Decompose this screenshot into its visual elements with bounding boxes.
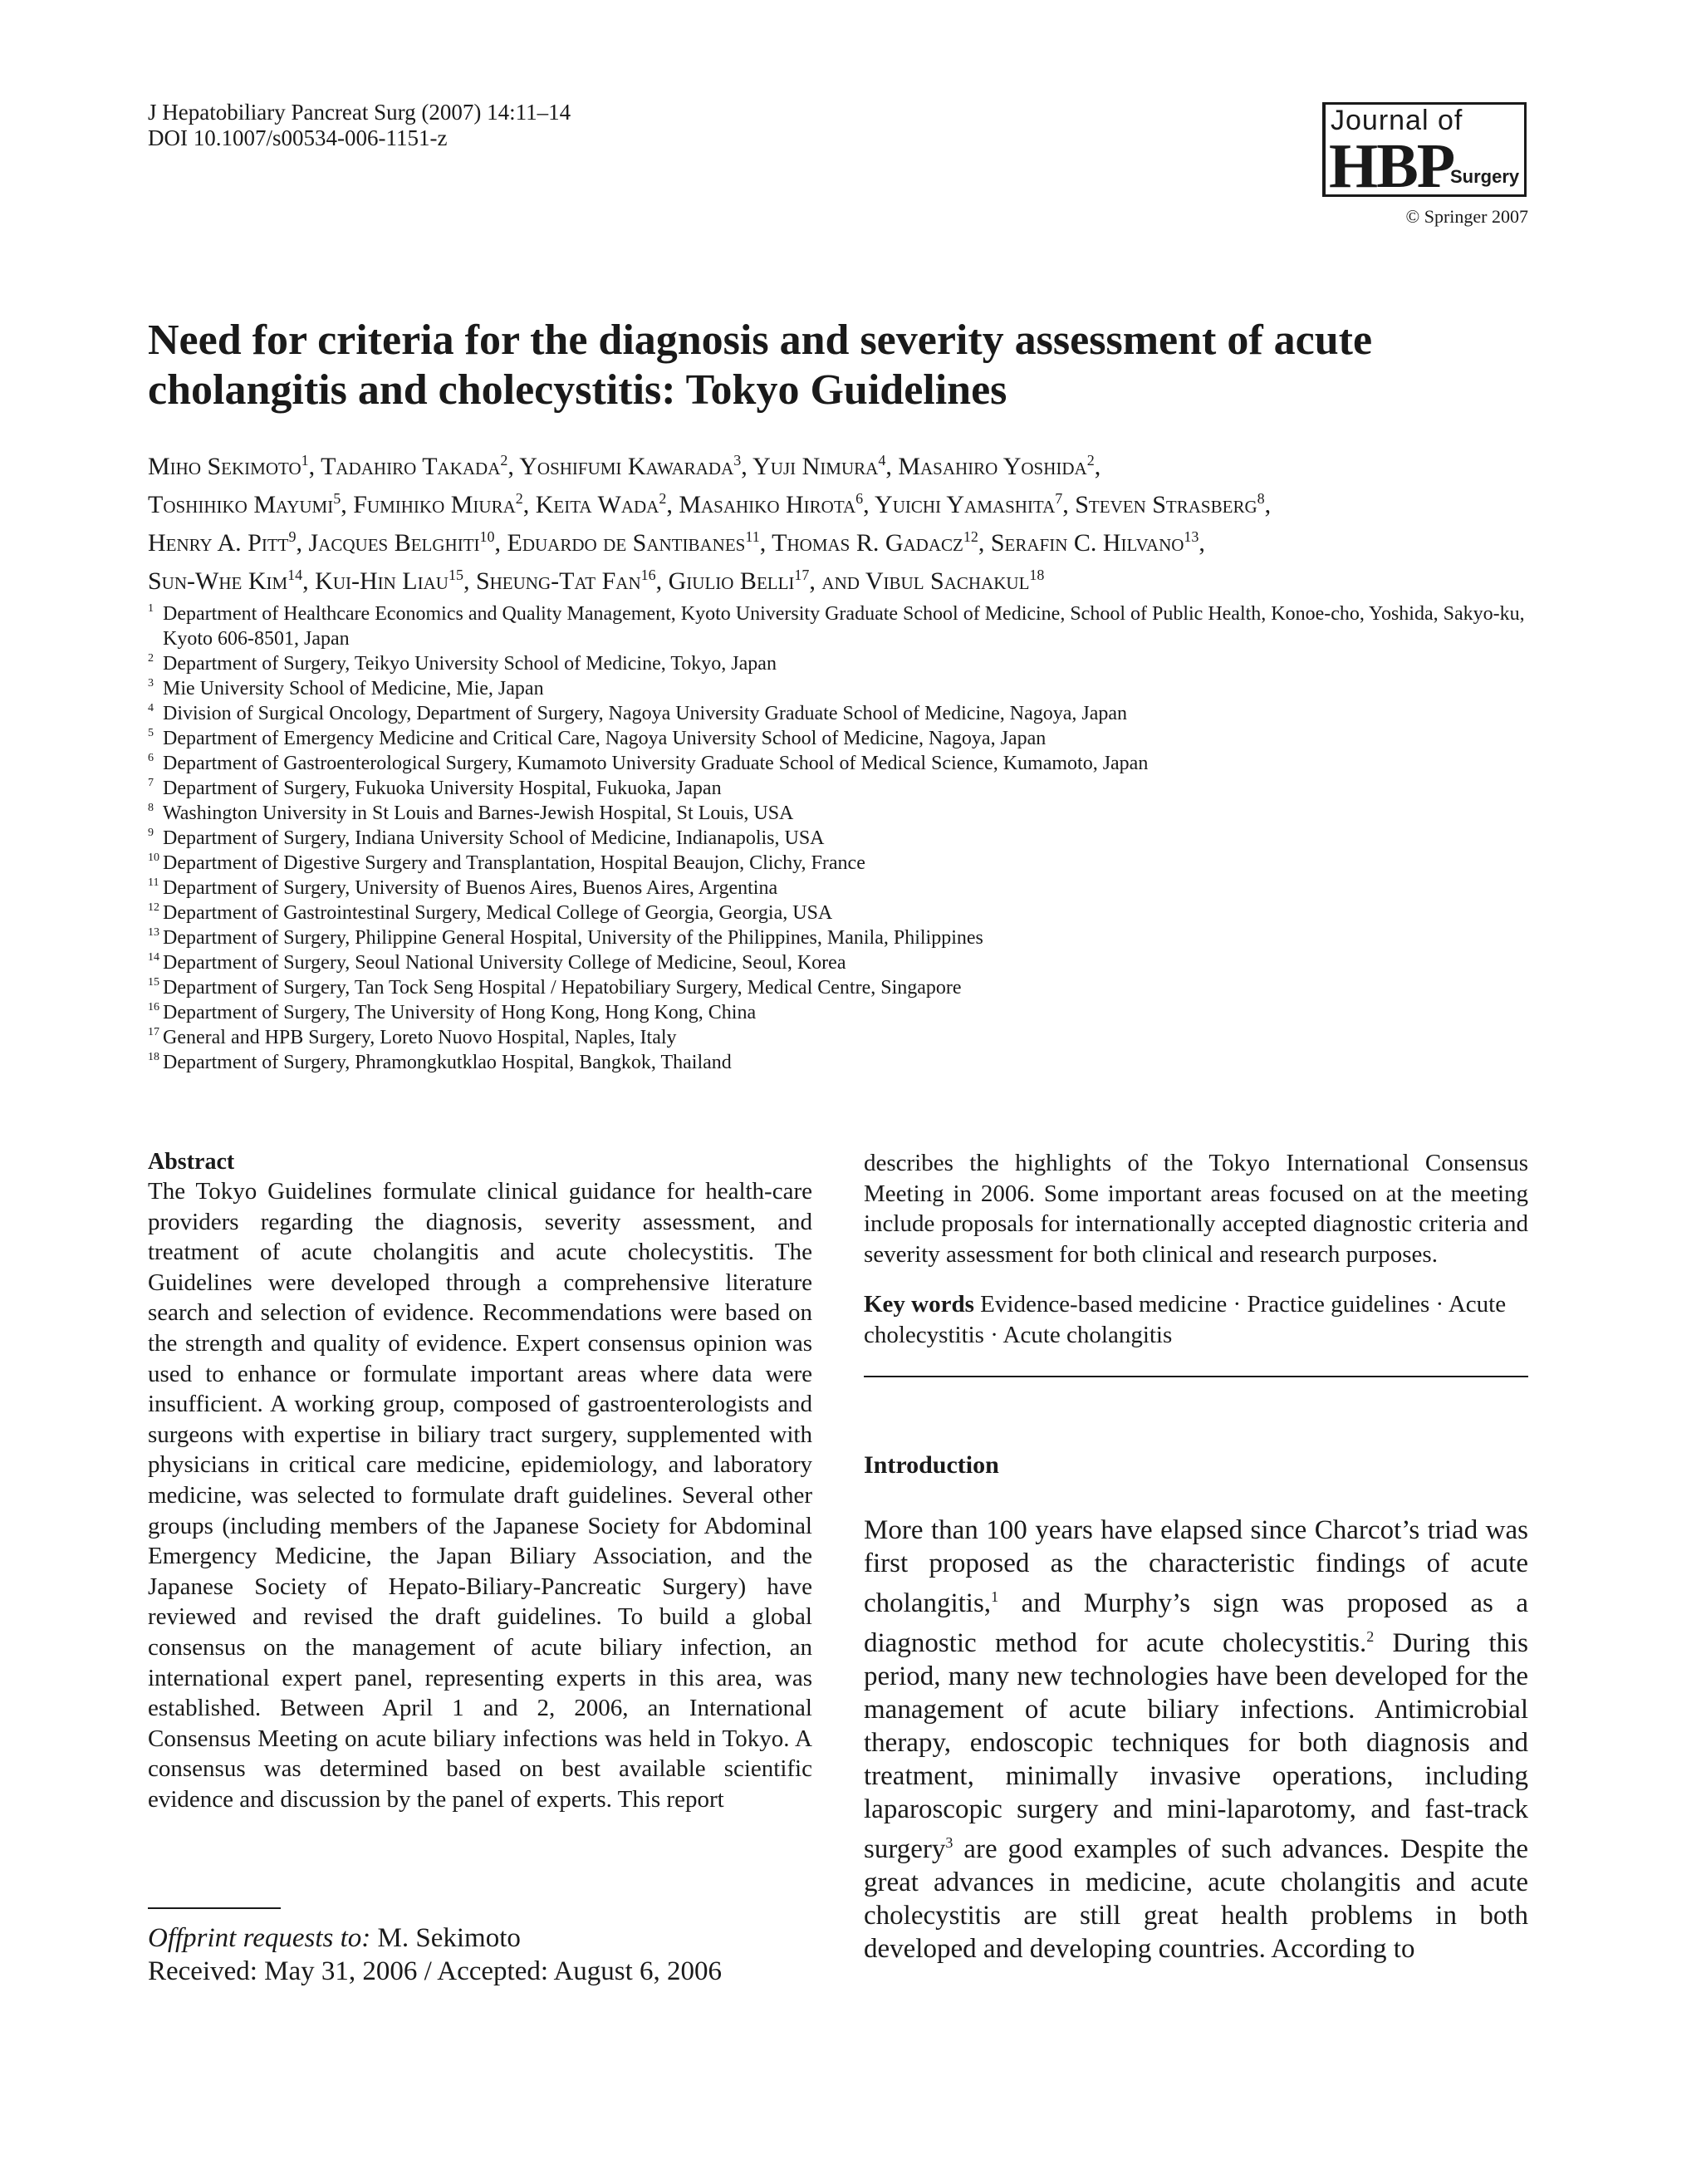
affiliation-number: 9 [148,827,154,839]
affiliation-number: 11 [148,876,159,889]
author-list [148,444,1560,597]
affiliation-item [148,975,1543,1000]
affiliation-number: 4 [148,702,154,714]
citation-ref: 2 [1366,1627,1375,1645]
author-affiliation-ref: 6 [855,490,864,507]
abstract-text-left: The Tokyo Guidelines formulate clinical guidance for health-care providers regarding the diagnosis, severity assessment, and treatment of acute cholangitis and acute cholecystitis. The Guidelines were developed through a comprehensive literature search and selection of evidence. Recommendations were based on the strength and quality of evidence. Expert consensus opinion was used to enhance or formulate important areas where data were insufficient. A working group, composed of gastroenterologists and surgeons with expertise in biliary tract surgery, supplemented with physicians in critical care medicine, epidemiology, and laboratory medicine, was selected to formulate draft guidelines. Several other groups (including members of the Japanese Society for Abdominal Emergency Medicine, the Japan Biliary Association, and the Japanese Society of Hepato-Biliary-Pancreatic Surgery) have reviewed and revised the draft guidelines. To build a global consensus on the management of acute biliary infection, an international expert panel, representing experts in this area, was established. Between April 1 and 2, 2006, an International Consensus Meeting on acute biliary infections was held in Tokyo. A consensus was determined based on best available scientific evidence and discussion by the panel of experts. This report [148,1178,812,1813]
journal-citation: J Hepatobiliary Pancreat Surg (2007) 14:11–14 [148,100,571,125]
citation-ref: 3 [945,1833,953,1851]
affiliation-item [148,701,1543,726]
author-affiliation-ref: 15 [448,567,463,583]
keywords-label: Key words [864,1291,974,1318]
author-affiliation-ref: 2 [659,490,667,507]
author-separator: , [1264,491,1272,518]
affiliation-number: 18 [148,1051,159,1063]
affiliation-item [148,901,1543,925]
affiliation-number: 1 [148,602,154,615]
author-separator: , [655,567,669,595]
logo-main-text: HBP [1329,131,1454,201]
author-name: Kui-Hin Liau [315,567,449,595]
doi: DOI 10.1007/s00534-006-1151-z [148,125,448,150]
keywords [864,1289,1528,1350]
affiliation-item [148,651,1543,676]
author-name: Fumihiko Miura [353,491,516,518]
author-name: Sheung-Tat Fan [475,567,641,595]
right-column [864,1148,1528,1966]
author-separator: , [1199,529,1205,557]
affiliation-item [148,826,1543,851]
author-name: Thomas R. Gadacz [772,529,963,557]
citation-ref: 1 [991,1588,999,1605]
abstract-text-right: describes the highlights of the Tokyo International Consensus Meeting in 2006. Some important areas focused on at the meeting include proposals for internationally accepted diagnostic criteria and severity assessment for both clinical and research purposes. [864,1150,1528,1268]
affiliation-number: 14 [148,951,159,964]
author-separator: , [302,567,316,595]
author-affiliation-ref: 8 [1257,490,1265,507]
affiliation-text: Department of Surgery, Teikyo University School of Medicine, Tokyo, Japan [163,653,777,675]
author-affiliation-ref: 9 [288,528,297,545]
author-affiliation-ref: 7 [1055,490,1063,507]
author-name: Vibul Sachakul [865,567,1030,595]
affiliation-number: 5 [148,727,154,739]
author-name: Miho Sekimoto [148,453,301,480]
affiliation-text: Department of Surgery, The University of Hong Kong, Hong Kong, China [163,1002,757,1023]
author-separator: , [978,529,991,557]
author-affiliation-ref: 3 [733,452,742,469]
affiliation-item [148,751,1543,776]
affiliation-text: Mie University School of Medicine, Mie, Japan [163,678,544,699]
affiliation-number: 17 [148,1026,159,1038]
affiliation-number: 6 [148,752,154,764]
affiliation-text: General and HPB Surgery, Loreto Nuovo Hospital, Naples, Italy [163,1027,677,1048]
author-affiliation-ref: 17 [794,567,810,583]
journal-citation-block [148,100,571,151]
intro-part-2: and Murphy’s sign was proposed as a diagnostic method for acute cholecystitis. [864,1588,1528,1658]
affiliation-item [148,676,1543,701]
author-affiliation-ref: 14 [287,567,303,583]
affiliation-item [148,851,1543,876]
author-separator: , [522,491,536,518]
intro-part-1: More than 100 years have elapsed since Charcot’s triad was first proposed as the characteristic findings of acute cholangitis, [864,1514,1528,1618]
affiliation-item [148,1000,1543,1025]
author-affiliation-ref: 18 [1029,567,1045,583]
author-separator: , [741,453,753,480]
affiliation-text: Department of Surgery, Seoul National University College of Medicine, Seoul, Korea [163,952,846,974]
affiliation-list [148,601,1543,1075]
affiliation-text: Department of Gastrointestinal Surgery, Medical College of Georgia, Georgia, USA [163,902,833,924]
affiliation-text: Washington University in St Louis and Barnes-Jewish Hospital, St Louis, USA [163,802,794,824]
intro-part-3: During this period, many new technologies have been developed for the management of acute biliary infections. Antimicrobial therapy, endoscopic techniques for both diagnosis and treatment, minimally invasive operations, including laparoscopic surgery and mini-laparotomy, and fast-track surgery [864,1627,1529,1864]
author-separator: , [759,529,772,557]
article-title: Need for criteria for the diagnosis and severity assessment of acute cholangitis and cholecystitis: Tokyo Guidelines [148,317,1373,414]
affiliation-text: Department of Surgery, Tan Tock Seng Hospital / Hepatobiliary Surgery, Medical Centre, Singapore [163,977,962,999]
copyright: © Springer 2007 [1405,206,1528,227]
affiliation-number: 10 [148,852,159,864]
affiliation-item [148,925,1543,950]
author-separator: , and [809,567,865,595]
affiliation-item [148,950,1543,975]
affiliation-number: 16 [148,1001,159,1013]
author-affiliation-ref: 2 [500,452,508,469]
affiliation-number: 7 [148,777,154,789]
affiliation-text: Department of Surgery, University of Buenos Aires, Buenos Aires, Argentina [163,877,778,899]
author-separator: , [1062,491,1076,518]
affiliation-item [148,1050,1543,1075]
offprint-name: M. Sekimoto [370,1923,521,1953]
affiliation-item [148,1025,1543,1050]
affiliation-number: 8 [148,802,154,814]
offprint-label: Offprint requests to: [148,1923,371,1953]
author-affiliation-ref: 2 [1086,452,1095,469]
section-divider [864,1376,1528,1377]
affiliation-item [148,801,1543,826]
affiliation-text: Division of Surgical Oncology, Department of Surgery, Nagoya University Graduate School of Medicine, Nagoya, Japan [163,703,1128,724]
affiliation-text: Department of Healthcare Economics and Quality Management, Kyoto University Graduate School of Medicine, School of Public Health, Konoe-cho, Yoshida, Sakyo-ku, Kyoto 606-8501, Japan [163,603,1525,650]
author-name: Yuichi Yamashita [875,491,1056,518]
author-separator: , [341,491,354,518]
author-name: Keita Wada [535,491,659,518]
author-name: Serafin C. Hilvano [990,529,1184,557]
affiliation-text: Department of Surgery, Phramongkutklao Hospital, Bangkok, Thailand [163,1052,732,1073]
received-line: Received: May 31, 2006 / Accepted: August 6, 2006 [148,1956,723,1986]
author-affiliation-ref: 1 [301,452,309,469]
footnote [148,1921,722,1988]
footnote-rule [148,1907,281,1909]
affiliation-item [148,601,1543,651]
author-name: Yuji Nimura [752,453,879,480]
author-name: Sun-Whe Kim [148,567,288,595]
affiliation-number: 3 [148,677,154,690]
affiliation-text: Department of Surgery, Indiana University School of Medicine, Indianapolis, USA [163,827,825,849]
affiliation-text: Department of Surgery, Philippine General Hospital, University of the Philippines, Manila, Philippines [163,927,983,949]
journal-logo [1322,102,1527,201]
author-name: Giulio Belli [668,567,795,595]
author-name: Tadahiro Takada [321,453,501,480]
author-affiliation-ref: 12 [963,528,978,545]
author-name: Steven Strasberg [1075,491,1257,518]
offprint-line [148,1921,722,1955]
affiliation-item [148,726,1543,751]
affiliation-number: 15 [148,976,159,989]
author-separator: , [666,491,679,518]
author-separator: , [494,529,507,557]
author-separator: , [507,453,520,480]
author-affiliation-ref: 4 [878,452,886,469]
affiliation-number: 12 [148,901,159,914]
introduction-heading: Introduction [864,1450,999,1479]
author-name: Yoshifumi Kawarada [519,453,734,480]
affiliation-text: Department of Gastroenterological Surgery, Kumamoto University Graduate School of Medical Science, Kumamoto, Japan [163,753,1149,774]
affiliation-number: 13 [148,926,159,939]
author-affiliation-ref: 5 [333,490,341,507]
left-column [148,1148,812,1814]
author-affiliation-ref: 10 [479,528,495,545]
introduction-text [864,1514,1528,1966]
author-name: Masahiko Hirota [679,491,856,518]
author-affiliation-ref: 16 [640,567,656,583]
abstract-heading: Abstract [148,1149,235,1175]
intro-part-4: are good examples of such advances. Despite the great advances in medicine, acute cholangitis and acute cholecystitis are still great health problems in both developed and developing countries. According to [864,1833,1528,1964]
author-separator: , [308,453,321,480]
affiliation-text: Department of Emergency Medicine and Critical Care, Nagoya University School of Medicine, Nagoya, Japan [163,728,1047,749]
author-name: Jacques Belghiti [308,529,480,557]
author-affiliation-ref: 13 [1184,528,1199,545]
author-separator: , [1094,453,1101,480]
author-affiliation-ref: 2 [515,490,523,507]
affiliation-text: Department of Surgery, Fukuoka University Hospital, Fukuoka, Japan [163,778,722,799]
affiliation-text: Department of Digestive Surgery and Transplantation, Hospital Beaujon, Clichy, France [163,852,865,874]
affiliation-number: 2 [148,652,154,665]
author-separator: , [863,491,875,518]
author-name: Toshihiko Mayumi [148,491,334,518]
author-name: Eduardo de Santibanes [507,529,746,557]
author-separator: , [885,453,899,480]
affiliation-item [148,876,1543,901]
author-affiliation-ref: 11 [745,528,760,545]
logo-top-text: Journal of [1331,105,1463,136]
keywords-text: Evidence-based medicine · Practice guidelines · Acute cholecystitis · Acute cholangitis [864,1291,1507,1348]
logo-sub-text: Surgery [1450,166,1520,187]
affiliation-item [148,776,1543,801]
author-name: Masahiro Yoshida [898,453,1087,480]
author-separator: , [296,529,309,557]
author-name: Henry A. Pitt [148,529,289,557]
author-separator: , [463,567,476,595]
